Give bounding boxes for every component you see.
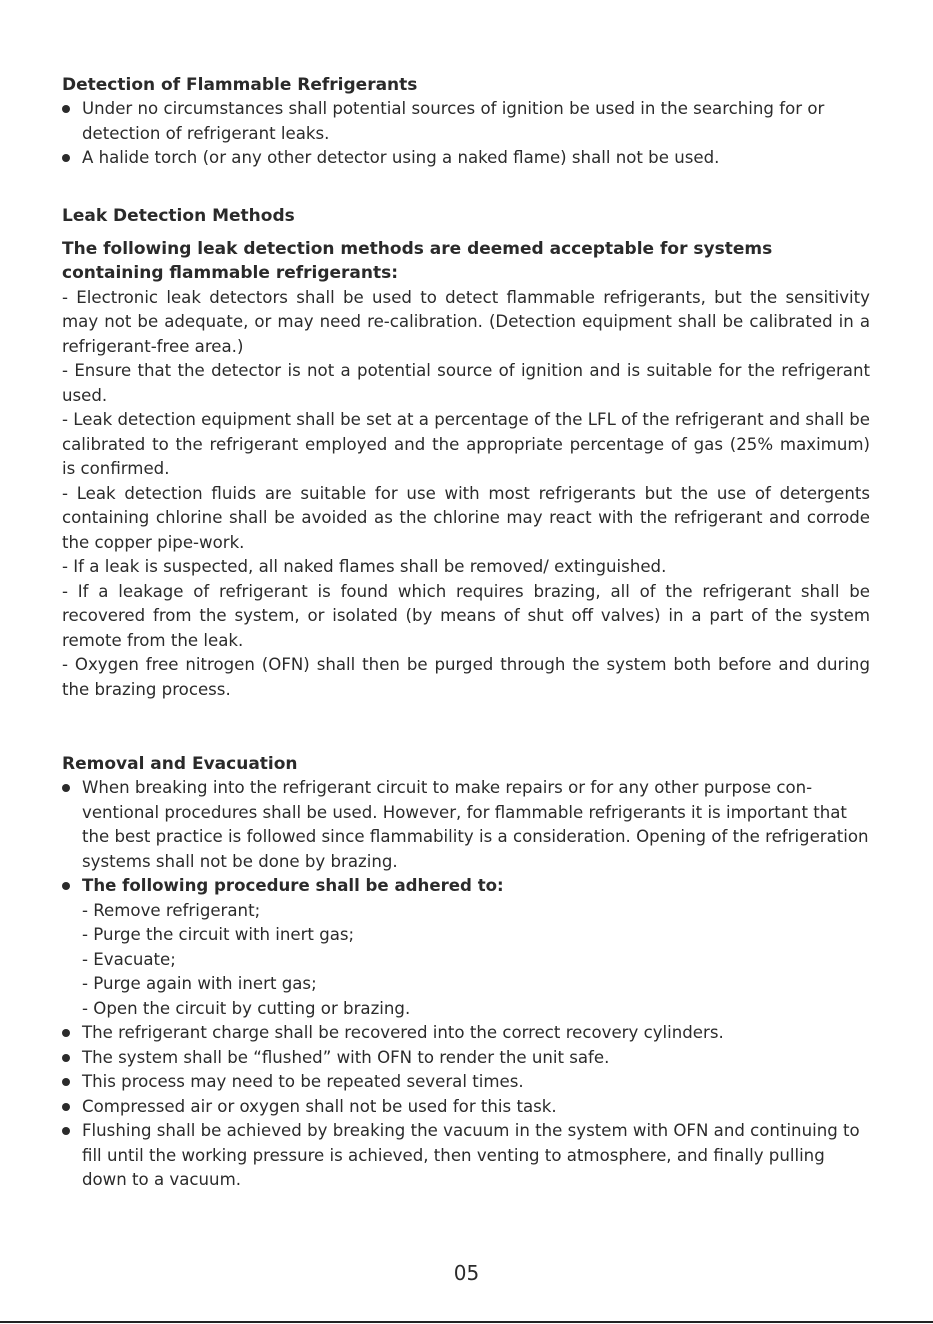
section-heading-detection: Detection of Flammable Refrigerants <box>62 75 418 95</box>
list-item-text: This process may need to be repeated several times. <box>82 1072 524 1091</box>
paragraph: - Oxygen free nitrogen (OFN) shall then be purged through the system both before and during the brazing process. <box>62 655 870 699</box>
paragraph: - If a leakage of refrigerant is found which requires brazing, all of the refrigerant shall be recovered from the system, or isolated (by means of shut off valves) in a part of the system remote from the leak. <box>62 581 870 650</box>
list-item-text: Flushing shall be achieved by breaking the vacuum in the system with OFN and continuing to fill until the working pressure is achieved, then venting to atmosphere, and finally pulling down to a vacuum. <box>82 1121 860 1189</box>
section-heading-removal: Removal and Evacuation <box>62 754 298 774</box>
list-item <box>62 776 870 874</box>
list-item-text: Compressed air or oxygen shall not be used for this task. <box>82 1096 557 1116</box>
paragraph: - Electronic leak detectors shall be used to detect flammable refrigerants, but the sensitivity may not be adequate, or may need re-calibration. (Detection equipment shall be calibrated in a refrigerant-free area.) <box>62 287 870 356</box>
bullet-icon <box>62 882 70 890</box>
list-item <box>62 1119 870 1193</box>
paragraph: - Ensure that the detector is not a potential source of ignition and is suitable for the refrigerant used. <box>62 361 870 405</box>
procedure-step: - Evacuate; <box>82 949 176 969</box>
detection-bullet-list <box>62 97 870 171</box>
bottom-divider <box>0 1321 933 1323</box>
page-number: 05 <box>453 1261 480 1285</box>
bullet-icon <box>62 784 70 792</box>
paragraph: - If a leak is suspected, all naked flames shall be removed/ extinguished. <box>62 557 667 576</box>
procedure-steps <box>82 899 870 1022</box>
list-item <box>62 1070 870 1095</box>
bullet-icon <box>62 154 70 162</box>
removal-bullet-list <box>62 776 870 1193</box>
document-page <box>62 73 870 1193</box>
list-item-text: Under no circumstances shall potential sources of ignition be used in the searching for or detection of refrigerant leaks. <box>82 99 825 143</box>
procedure-step: - Open the circuit by cutting or brazing. <box>82 998 411 1018</box>
list-item-text: The refrigerant charge shall be recovered into the correct recovery cylinders. <box>82 1023 724 1042</box>
list-item <box>62 97 870 146</box>
leak-methods-intro: The following leak detection methods are deemed acceptable for systems containing flammable refrigerants: <box>62 238 773 283</box>
list-item-text: The system shall be “flushed” with OFN to render the unit safe. <box>82 1047 610 1067</box>
procedure-step: - Purge again with inert gas; <box>82 974 317 993</box>
list-item <box>62 1021 870 1046</box>
bullet-icon <box>62 105 70 113</box>
list-item-text: A halide torch (or any other detector using a naked flame) shall not be used. <box>82 148 720 167</box>
bullet-icon <box>62 1103 70 1111</box>
list-item <box>62 1046 870 1071</box>
paragraph: - Leak detection fluids are suitable for use with most refrigerants but the use of detergents containing chlorine shall be avoided as the chlorine may react with the refrigerant and corrode the copper pipe-work. <box>62 483 870 552</box>
paragraph: - Leak detection equipment shall be set at a percentage of the LFL of the refrigerant and shall be calibrated to the refrigerant employed and the appropriate percentage of gas (25% maximum) is confirmed. <box>62 410 870 478</box>
list-item-procedure <box>62 874 870 1021</box>
section-heading-leak-detection: Leak Detection Methods <box>62 205 295 226</box>
list-item-text: When breaking into the refrigerant circuit to make repairs or for any other purpose con-ventional procedures shall be used. However, for flammable refrigerants it is important that the best practice is followed since flammability is a consideration. Opening of the refrigeration systems shall not be done by brazing. <box>82 778 869 871</box>
bullet-icon <box>62 1078 70 1086</box>
procedure-step: - Purge the circuit with inert gas; <box>82 925 355 944</box>
procedure-step: - Remove refrigerant; <box>82 900 261 920</box>
procedure-title: The following procedure shall be adhered to: <box>82 876 504 895</box>
bullet-icon <box>62 1127 70 1135</box>
list-item <box>62 1095 870 1120</box>
list-item <box>62 146 870 171</box>
bullet-icon <box>62 1029 70 1037</box>
bullet-icon <box>62 1054 70 1062</box>
